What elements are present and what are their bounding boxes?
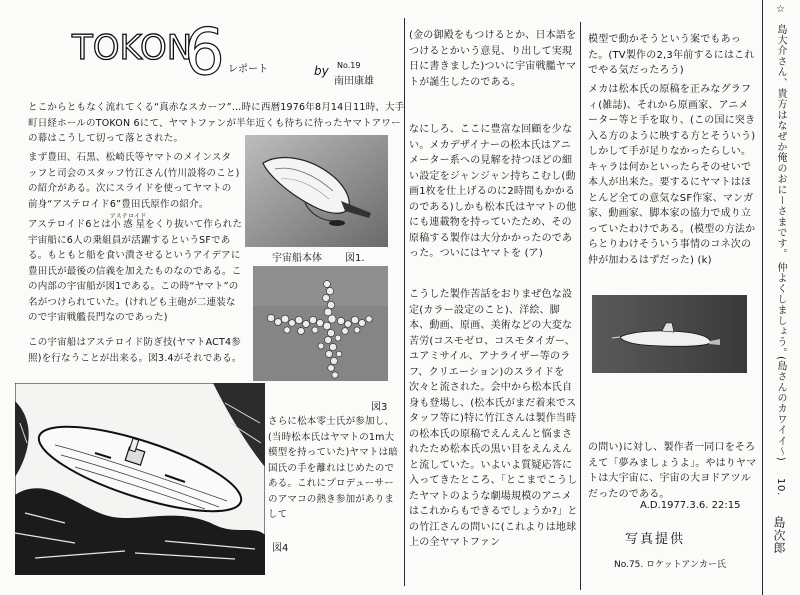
- figure-1-caption: 宇宙船本体: [272, 253, 322, 264]
- side-number: 10.: [775, 478, 786, 497]
- figure-3-label: 図3: [371, 402, 388, 413]
- yamato-birth-paragraph: (金の御殿をもつけるとか、日本語をつけるとかいう意見、り出して実現日に書きました)ついに宇宙戦艦ヤマトが誕生したのである。: [409, 30, 577, 88]
- mecha-design-paragraph: メカは松本氏の原稿を正みなグラフィ(雑誌)、それから原画家、アニメーター等と手を取り、(この国に突き入る方のように映する方とそういう)しかして手が足りなかったらしい。キャラは何かといったらそのせいで本人が出来た。要するにヤマトはほとんど全ての意気なSF作家、マンガ家、動画家、脚本家の協力で成り立っていたわけである。(模型の方法からとりわけそういう事情のコネ次の仲が加わるはずだった) (k): [588, 84, 756, 266]
- side-note: (島さんのカワイイ〜): [775, 356, 786, 462]
- side-star-icon: ☆: [775, 4, 786, 16]
- figure-3-4-ship-drawing: [15, 383, 265, 575]
- asteroid-ruby: [109, 213, 147, 230]
- asteroid6-text-b: をくり抜いて作られた宇宙船に6人の乗組員が活躍するというSFである。もともと船を食い潰させるというアイデアに豊田氏が最後の信義を加えたものなのである。この内部の宇宙船が図1である。この時“ヤマト”の名がつけられていた。(けれども主砲が二連装なので宇宙戦艦長門なのであった): [28, 219, 243, 323]
- staff-intro-paragraph: まず豊田、石黒、松崎氏等ヤマトのメインスタッフと司会のスタッフ竹江さん(竹川設将のこと)の紹介がある。次にスライドを使ってヤマトの前身“アステロイド6”豊田氏原作の紹介。: [28, 152, 240, 210]
- report-date: A.D.1977.3.6. 22:15: [640, 500, 741, 511]
- intro-paragraph: とこからともなく流れてくる“真赤なスカーフ”…時に西暦1976年8月14日11時、大手町日経ホールのTOKON 6にて、ヤマトファンが半年近くも待ちに待ったヤマトアワーの幕はこうして切って落とされた。: [28, 102, 405, 144]
- page-title-number: 6: [184, 16, 225, 90]
- asteroid-ruby-reading: アステロイド: [109, 213, 147, 220]
- closing-paragraph: の問い)に対し、製作者一同口をそろえて「夢みましょうよ」。やはりヤマトは大宇宙に、宇宙の大ヨドアツルだったのである。: [588, 442, 757, 500]
- page-title: TOKON: [72, 28, 193, 68]
- figure-5-ship-photo: [592, 295, 747, 373]
- figure-4-label: 図4: [272, 543, 289, 554]
- figure-2-asteroid-photo: [253, 266, 388, 381]
- divider-side-strip: [762, 0, 763, 595]
- figure-1-photo: [245, 135, 388, 247]
- figure-reference-paragraph: この宇宙船はアステロイド防ぎ技(ヤマトACT4参照)を行なうことが出来る。図3.4がそれである。: [28, 337, 242, 364]
- author-member-number: No.19: [337, 61, 361, 70]
- photo-credit-label: 写真提供: [625, 532, 686, 547]
- side-signature: 島次郎: [772, 516, 786, 555]
- photo-credit-name: No.75. ロケットアンカー氏: [614, 560, 727, 570]
- asteroid-ruby-base: 小惑星: [109, 219, 147, 230]
- author-name: 南田康雄: [334, 76, 374, 87]
- production-hardship-paragraph: なにしろ、ここに豊富な回顧を少ない。メカデザイナーの松本氏はアニメーター系への見解を持つほどの細い設定をジャンジャン持ちこむし(動画1枚を仕上げるのに2時間もかかるのである)しかも松本氏はヤマトの他にも連載物を持っていたため、その原稿する製作は大分かかったのであった。ついにはヤマトを (ア): [409, 124, 577, 259]
- report-label: レポート: [228, 64, 268, 75]
- divider-column-3-4: [580, 22, 581, 590]
- asteroid6-text-a: アステロイド6とは: [28, 219, 111, 230]
- slides-paragraph: こうした製作苦話をおりまぜ色な設定(カラー設定のこと)、洋絵、脚本、動画、原画、美術などの大変な苦労(コスモゼロ、コスモタイガー、ユアミサイル、アナライザー等のラフ、クリエーション)のスライドを次々と流された。会中から松本氏自身も登場し、(松本氏がまだ着来でスタッフ等に)特に竹江さんは製作当時の松本氏の原稿でえんえんと悩まされたため松本氏の黒い目をえんえんと流していた。いよいよ質疑応答に入ってきたところ、「とこまでこうしたヤマトのような劇場規模のアニメはこれからもできるでしょうか?」との竹江さんの問いに(これよりは地球上の全ヤマトファン: [409, 289, 578, 548]
- byline-by: by: [314, 64, 329, 78]
- figure-1-label: 図1.: [345, 253, 365, 264]
- matsumoto-paragraph: さらに松本零士氏が参加し、(当時松本氏はヤマトの1m大模型を持っていた)ヤマトは暗国氏の手を離れはじめたのである。これにプロデューサーのアマコの熱き参加がありまして: [268, 416, 399, 520]
- asteroid6-paragraph: [28, 213, 243, 331]
- side-message-2: 仲よくしましょう。: [775, 262, 786, 359]
- side-message: 島大介さん、貴方はなぜか俺のおにーさまです。: [775, 24, 786, 260]
- model-plan-paragraph: 模型で動かそうという案でもあった。(TV製作の2,3年前するにはこれでやる気だったろう): [588, 34, 755, 76]
